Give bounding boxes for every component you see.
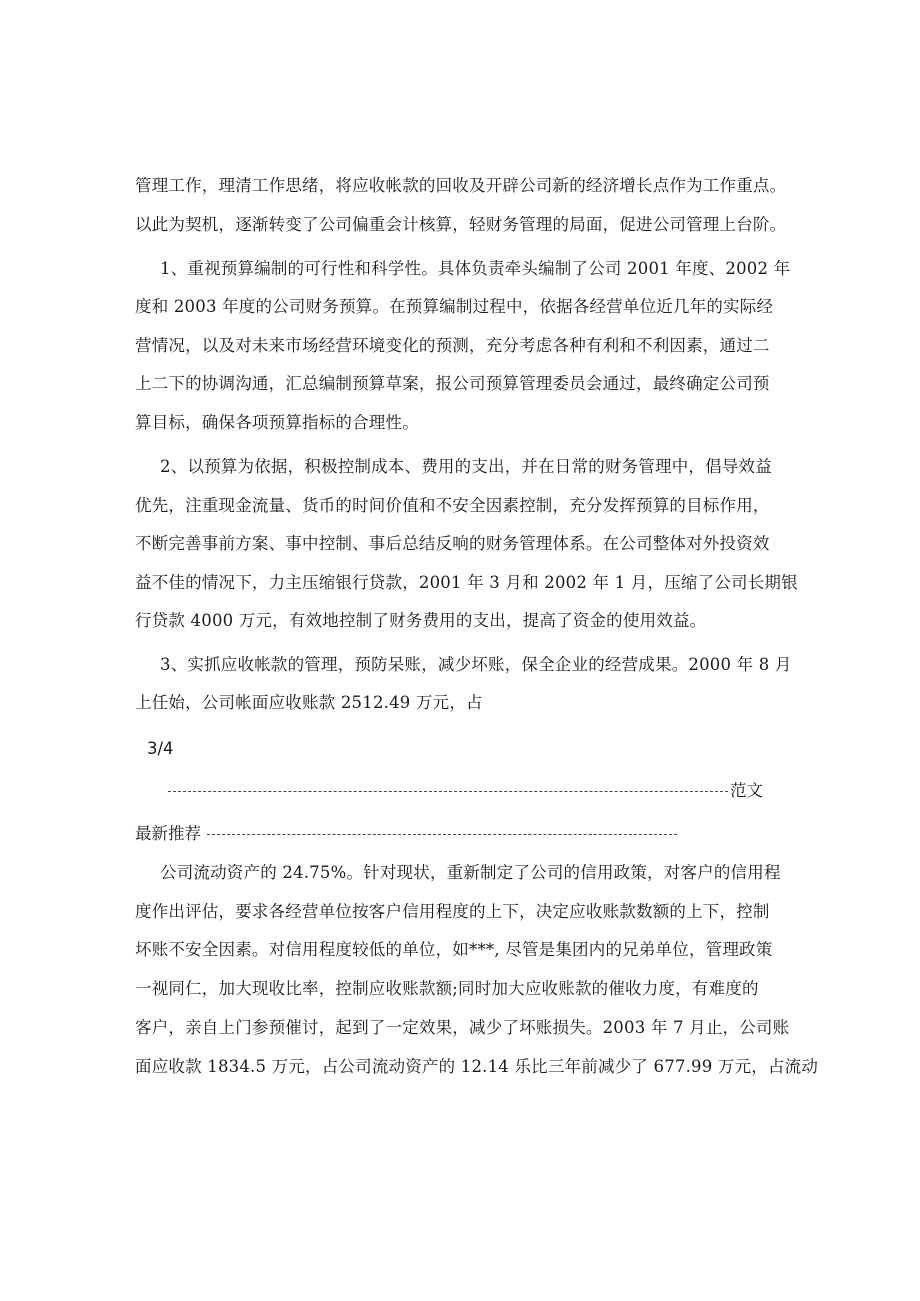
text-line: 坏账不安全因素。对信用程度较低的单位，如***, 尽管是集团内的兄弟单位，管理政策 xyxy=(135,940,773,959)
text-line: 上二下的协调沟通，汇总编制预算草案，报公司预算管理委员会通过，最终确定公司预 xyxy=(135,374,770,393)
text-line: 优先，注重现金流量、货币的时间价值和不安全因素控制，充分发挥预算的目标作用， xyxy=(135,496,770,515)
text-line: 营情况，以及对未来市场经营环境变化的预测，充分考虑各种有利和不利因素，通过二 xyxy=(135,336,770,355)
text-line: 度和 2003 年度的公司财务预算。在预算编制过程中，依据各经营单位近几年的实际经 xyxy=(135,297,774,316)
text-line: 公司流动资产的 24.75%。针对现状，重新制定了公司的信用政策，对客户的信用程 xyxy=(160,863,781,882)
text-line: 客户，亲自上门参预催讨，起到了一定效果，减少了坏账损失。2003 年 7 月止，公司账 xyxy=(135,1018,790,1037)
text-line: 2、以预算为依据，积极控制成本、费用的支出，并在日常的财务管理中，倡导效益 xyxy=(160,457,772,476)
text-line: 管理工作，理清工作思绪，将应收帐款的回收及开辟公司新的经济增长点作为工作重点。 xyxy=(135,176,787,195)
separator-right-label: 范文 xyxy=(730,781,763,800)
text-line: 上任始，公司帐面应收账款 2512.49 万元，占 xyxy=(135,693,483,712)
text-line: 一视同仁，加大现收比率，控制应收账款额;同时加大应收账款的催收力度，有难度的 xyxy=(135,979,759,998)
separator-left-label: 最新推荐 xyxy=(135,824,201,843)
separator-bottom xyxy=(135,820,677,844)
text-line: 3、实抓应收帐款的管理，预防呆账，减少坏账，保全企业的经营成果。2000 年 8 月 xyxy=(160,655,792,674)
text-line: 算目标，确保各项预算指标的合理性。 xyxy=(135,413,419,432)
page-number: 3/4 xyxy=(147,739,174,758)
text-line: 面应收款 1834.5 万元，占公司流动资产的 12.14 乐比三年前减少了 677.99 万元，占流动 xyxy=(135,1057,819,1076)
text-line: 不断完善事前方案、事中控制、事后总结反响的财务管理体系。在公司整体对外投资效 xyxy=(135,534,770,553)
dashed-rule xyxy=(168,791,728,792)
text-line: 以此为契机，逐渐转变了公司偏重会计核算，轻财务管理的局面，促进公司管理上台阶。 xyxy=(135,215,787,234)
dashed-rule xyxy=(207,834,677,835)
separator-top xyxy=(168,777,763,801)
text-line: 行贷款 4000 万元，有效地控制了财务费用的支出，提高了资金的使用效益。 xyxy=(135,611,707,630)
text-line: 1、重视预算编制的可行性和科学性。具体负责牵头编制了公司 2001 年度、2002 年 xyxy=(160,259,791,278)
text-line: 益不佳的情况下，力主压缩银行贷款，2001 年 3 月和 2002 年 1 月，压缩了公司长期银 xyxy=(135,573,798,592)
text-line: 度作出评估，要求各经营单位按客户信用程度的上下，决定应收账款数额的上下，控制 xyxy=(135,902,770,921)
